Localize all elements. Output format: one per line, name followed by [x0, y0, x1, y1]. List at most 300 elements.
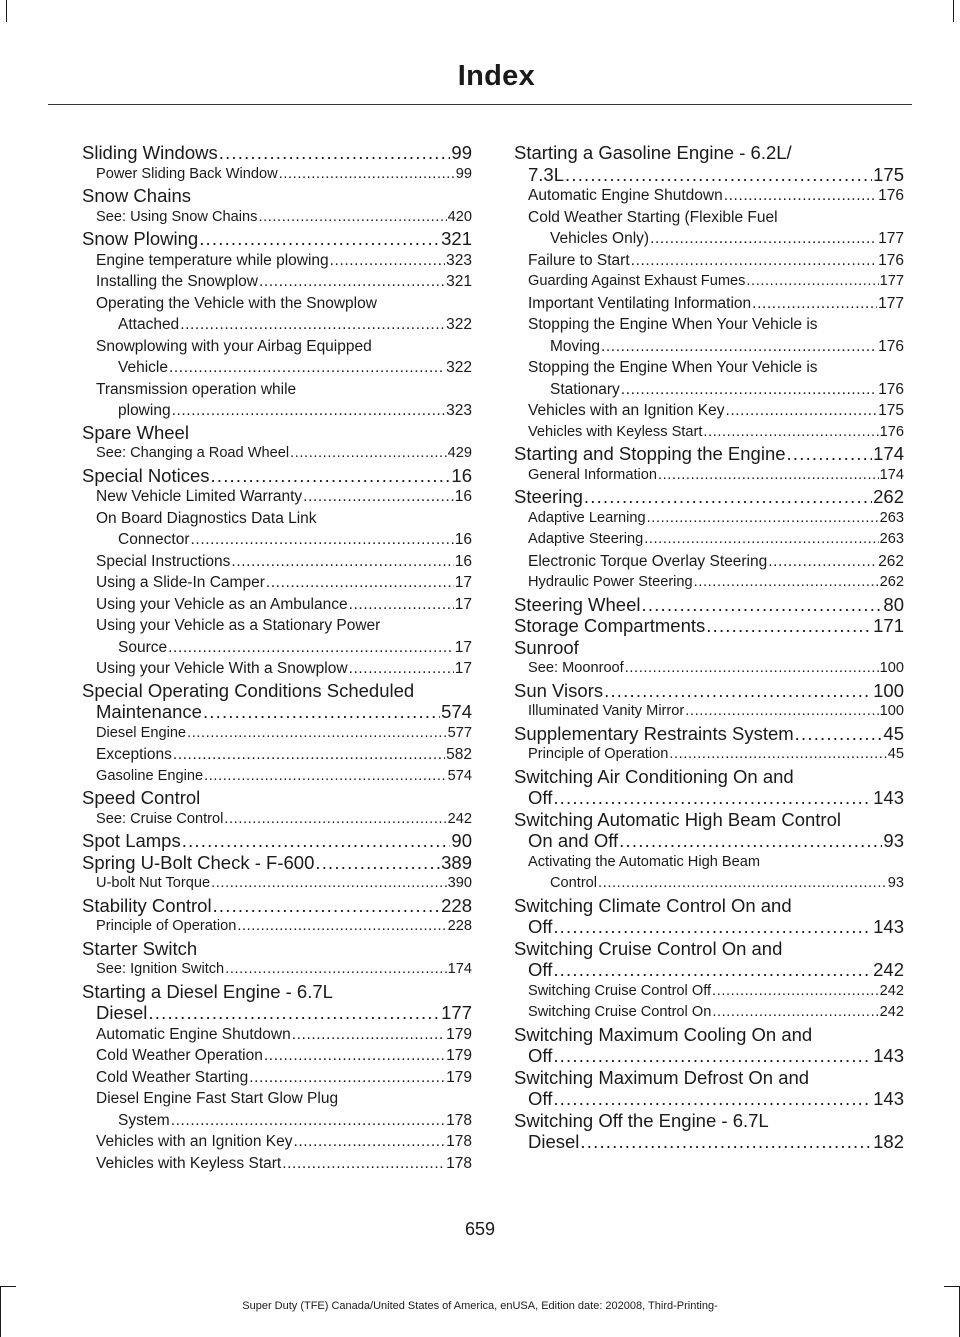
entry-text: Switching Cruise Control On and	[514, 937, 783, 959]
index-subentry	[514, 293, 904, 315]
entry-text: Cold Weather Starting (Flexible Fuel	[528, 208, 778, 226]
index-heading	[82, 465, 472, 487]
entry-text-continued: Diesel	[528, 1131, 580, 1152]
index-subentry	[82, 916, 472, 938]
dot-leader	[249, 1067, 445, 1089]
entry-page-number: 16	[454, 531, 472, 548]
entry-page-number: 228	[447, 918, 472, 934]
entry-page-number: 322	[446, 316, 472, 333]
dot-leader	[631, 250, 877, 272]
entry-page-number: 321	[441, 228, 472, 249]
index-subentry	[514, 572, 904, 594]
index-subentry	[514, 185, 904, 207]
index-heading	[82, 787, 472, 809]
dot-leader	[580, 1131, 872, 1153]
entry-page-number: 178	[446, 1133, 472, 1150]
entry-text: Snowplowing with your Airbag Equipped	[96, 337, 372, 355]
dot-leader	[349, 658, 454, 680]
index-subentry	[514, 551, 904, 573]
index-heading	[82, 422, 472, 444]
entry-page-number: 174	[447, 961, 472, 977]
entry-text: Switching Air Conditioning On and	[514, 765, 794, 787]
entry-page-number: 182	[873, 1131, 904, 1152]
entry-text: Illuminated Vanity Mirror	[528, 703, 685, 719]
entry-page-number: 177	[878, 294, 904, 312]
entry-text: Special Instructions	[96, 552, 231, 570]
entry-page-number: 90	[451, 830, 472, 851]
dot-leader	[725, 400, 877, 422]
dot-leader	[187, 723, 447, 745]
entry-page-number: 143	[873, 1045, 904, 1066]
index-subentry	[514, 271, 904, 293]
entry-text-continued: 7.3L	[528, 163, 565, 185]
page-number: 659	[464, 1219, 496, 1239]
entry-text: Failure to Start	[528, 251, 630, 269]
entry-text: Sliding Windows	[82, 142, 218, 163]
index-heading	[82, 228, 472, 250]
dot-leader	[203, 701, 440, 723]
entry-text: Storage Compartments	[514, 615, 706, 636]
entry-text-continued: Maintenance	[96, 701, 202, 722]
entry-page-number: 242	[879, 1004, 904, 1020]
entry-page-number: 574	[447, 767, 472, 784]
dot-leader	[768, 551, 877, 573]
entry-text: Using your Vehicle With a Snowplow	[96, 660, 348, 677]
entry-text: Supplementary Restraints System	[514, 722, 794, 744]
entry-text-continued: Attached	[118, 316, 180, 333]
entry-text: Spring U-Bolt Check - F-600	[82, 851, 315, 873]
index-subentry	[82, 379, 472, 422]
dot-leader	[219, 142, 451, 164]
dot-leader	[787, 443, 873, 465]
index-subentry	[82, 959, 472, 981]
index-column-right	[514, 142, 904, 1153]
dot-leader	[553, 1045, 872, 1067]
entry-text: Power Sliding Back Window	[96, 165, 278, 182]
entry-page-number: 322	[446, 359, 472, 376]
entry-text: See: Moonroof	[528, 660, 624, 676]
index-heading	[514, 1110, 904, 1153]
entry-page-number: 242	[447, 810, 472, 827]
entry-page-number: 143	[873, 916, 904, 937]
dot-leader	[703, 422, 878, 444]
index-subentry	[82, 250, 472, 272]
dot-leader	[303, 486, 454, 508]
entry-page-number: 177	[441, 1002, 472, 1023]
entry-text: New Vehicle Limited Warranty	[96, 488, 303, 505]
entry-text: Operating the Vehicle with the Snowplow	[96, 294, 377, 312]
dot-leader	[644, 529, 878, 551]
dot-leader	[199, 228, 440, 250]
dot-leader	[650, 228, 877, 250]
entry-text: Adaptive Steering	[528, 531, 644, 547]
entry-page-number: 179	[446, 1047, 472, 1064]
index-subentry	[82, 658, 472, 680]
dot-leader	[598, 873, 887, 895]
entry-text: Exceptions	[96, 746, 172, 763]
entry-page-number: 100	[879, 660, 904, 676]
entry-text: Principle of Operation	[96, 918, 237, 934]
dot-leader	[225, 959, 446, 981]
entry-page-number: 16	[454, 552, 472, 570]
index-heading	[82, 938, 472, 960]
entry-text: Vehicles with Keyless Start	[96, 1154, 282, 1172]
index-subentry	[82, 207, 472, 229]
entry-text: Stability Control	[82, 894, 212, 916]
dot-leader	[259, 271, 445, 293]
entry-page-number: 17	[454, 595, 472, 613]
dot-leader	[619, 830, 882, 852]
dot-leader	[211, 465, 451, 487]
entry-text-continued: Off	[528, 959, 553, 980]
dot-leader	[204, 766, 447, 788]
index-subentry	[82, 723, 472, 745]
index-subentry	[514, 465, 904, 487]
entry-page-number: 176	[878, 337, 904, 355]
index-heading	[82, 142, 472, 164]
footer-edition-text: Super Duty (TFE) Canada/United States of America, enUSA, Edition date: 202008, Third-Printing-	[242, 1300, 718, 1312]
dot-leader	[266, 572, 454, 594]
entry-text: Activating the Automatic High Beam	[528, 853, 760, 870]
index-subentry	[82, 551, 472, 573]
index-heading	[514, 142, 904, 185]
index-heading	[514, 637, 904, 659]
dot-leader	[237, 916, 446, 938]
index-subentry	[82, 1088, 472, 1131]
entry-text: Using your Vehicle as a Stationary Power	[96, 617, 381, 634]
entry-page-number: 174	[879, 466, 904, 483]
crop-mark-top-left	[6, 0, 7, 22]
entry-text: See: Using Snow Chains	[96, 208, 258, 225]
entry-page-number: 389	[441, 851, 472, 873]
entry-text-continued: Off	[528, 916, 553, 937]
dot-leader	[171, 1110, 445, 1132]
index-heading	[514, 1024, 904, 1067]
entry-text-continued: Source	[118, 638, 168, 656]
entry-page-number: 93	[887, 875, 904, 891]
dot-leader	[173, 744, 445, 766]
entry-page-number: 143	[873, 787, 904, 808]
entry-text: Using a Slide-In Camper	[96, 574, 265, 591]
entry-text: Vehicles with Keyless Start	[528, 423, 703, 440]
entry-page-number: 100	[879, 703, 904, 719]
crop-mark-bottom-left-h	[0, 1286, 16, 1287]
dot-leader	[641, 594, 882, 616]
entry-text: Guarding Against Exhaust Fumes	[528, 273, 746, 289]
entry-page-number: 228	[441, 894, 472, 916]
entry-text-continued: plowing	[118, 402, 171, 419]
dot-leader	[724, 185, 877, 207]
index-subentry	[82, 443, 472, 465]
entry-text: Switching Cruise Control Off	[528, 982, 712, 999]
entry-page-number: 429	[447, 445, 472, 461]
dot-leader	[694, 572, 879, 594]
dot-leader	[330, 250, 445, 272]
entry-page-number: 582	[446, 746, 472, 763]
entry-text: Switching Automatic High Beam Control	[514, 808, 841, 830]
index-subentry	[82, 293, 472, 336]
entry-text-continued: Vehicles Only)	[550, 230, 650, 247]
entry-page-number: 321	[446, 273, 472, 290]
entry-text-continued: System	[118, 1111, 170, 1129]
index-heading	[82, 981, 472, 1024]
entry-text: Installing the Snowplow	[96, 273, 258, 290]
entry-text: Starting a Gasoline Engine - 6.2L/	[514, 142, 792, 163]
index-subentry	[82, 164, 472, 186]
dot-leader	[601, 336, 877, 358]
index-subentry	[82, 766, 472, 788]
dot-leader	[625, 658, 879, 680]
entry-text: Starting and Stopping the Engine	[514, 443, 786, 464]
entry-page-number: 262	[878, 552, 904, 570]
index-subentry	[514, 744, 904, 766]
dot-leader	[669, 744, 886, 766]
index-subentry	[514, 529, 904, 551]
dot-leader	[553, 959, 872, 981]
entry-text: U-bolt Nut Torque	[96, 875, 211, 891]
index-subentry	[82, 1131, 472, 1153]
dot-leader	[231, 551, 453, 573]
entry-text: Gasoline Engine	[96, 767, 204, 784]
entry-page-number: 175	[878, 402, 904, 419]
entry-page-number: 45	[883, 722, 904, 744]
dot-leader	[752, 293, 877, 315]
entry-page-number: 179	[446, 1025, 472, 1043]
dot-leader	[584, 486, 872, 508]
index-subentry	[514, 658, 904, 680]
entry-text: Snow Chains	[82, 185, 192, 206]
entry-page-number: 263	[879, 509, 904, 526]
index-heading	[514, 809, 904, 852]
index-subentry	[82, 508, 472, 551]
entry-text: See: Ignition Switch	[96, 961, 225, 977]
crop-mark-bottom-right-h	[944, 1286, 960, 1287]
dot-leader	[795, 723, 883, 745]
entry-text: Using your Vehicle as an Ambulance	[96, 595, 348, 613]
dot-leader	[290, 443, 447, 465]
dot-leader	[191, 529, 454, 551]
header-divider	[48, 104, 912, 105]
entry-text-continued: Moving	[550, 337, 600, 355]
index-subentry	[82, 271, 472, 293]
crop-mark-top-right	[953, 0, 954, 22]
entry-text: Cold Weather Operation	[96, 1047, 263, 1064]
index-subentry	[514, 508, 904, 530]
index-subentry	[82, 615, 472, 658]
entry-text-continued: Connector	[118, 531, 190, 548]
index-heading	[514, 486, 904, 508]
entry-text: Automatic Engine Shutdown	[528, 187, 723, 204]
entry-text-continued: Diesel	[96, 1002, 148, 1023]
entry-text: Important Ventilating Information	[528, 294, 752, 312]
index-subentry	[514, 314, 904, 357]
dot-leader	[604, 680, 872, 702]
entry-page-number: 176	[878, 380, 904, 398]
dot-leader	[746, 271, 878, 293]
entry-text-continued: On and Off	[528, 830, 619, 851]
entry-text: Switching Off the Engine - 6.7L	[514, 1109, 769, 1131]
index-subentry	[82, 572, 472, 594]
entry-page-number: 80	[883, 593, 904, 615]
index-subentry	[82, 486, 472, 508]
dot-leader	[172, 400, 446, 422]
index-subentry	[514, 250, 904, 272]
dot-leader	[553, 916, 872, 938]
dot-leader	[712, 1002, 878, 1024]
index-heading	[514, 766, 904, 809]
entry-page-number: 178	[446, 1111, 472, 1129]
entry-page-number: 323	[446, 251, 472, 269]
entry-page-number: 178	[446, 1154, 472, 1172]
entry-page-number: 574	[441, 701, 472, 722]
index-heading	[82, 895, 472, 917]
index-subentry	[82, 1153, 472, 1175]
index-subentry	[82, 1024, 472, 1046]
entry-text: Vehicles with an Ignition Key	[528, 402, 725, 419]
index-heading	[514, 895, 904, 938]
dot-leader	[293, 1131, 445, 1153]
dot-leader	[292, 1024, 445, 1046]
entry-text: Cold Weather Starting	[96, 1068, 249, 1086]
index-subentry	[514, 422, 904, 444]
entry-page-number: 175	[873, 163, 904, 185]
entry-text-continued: Stationary	[550, 380, 620, 398]
index-subentry	[514, 701, 904, 723]
entry-text: Special Notices	[82, 464, 210, 486]
entry-page-number: 16	[454, 488, 472, 505]
entry-text: Adaptive Learning	[528, 509, 646, 526]
dot-leader	[621, 379, 877, 401]
entry-text: Speed Control	[82, 787, 201, 808]
entry-text-continued: Off	[528, 787, 553, 808]
entry-page-number: 93	[883, 830, 904, 851]
dot-leader	[213, 895, 441, 917]
entry-page-number: 323	[446, 402, 472, 419]
index-subentry	[514, 1002, 904, 1024]
index-heading	[514, 938, 904, 981]
entry-text: Switching Climate Control On and	[514, 894, 792, 916]
index-subentry	[514, 981, 904, 1003]
entry-page-number: 174	[873, 443, 904, 464]
dot-leader	[685, 701, 878, 723]
entry-text: Vehicles with an Ignition Key	[96, 1133, 293, 1150]
index-subentry	[82, 1045, 472, 1067]
entry-page-number: 176	[878, 251, 904, 269]
entry-text: Special Operating Conditions Scheduled	[82, 679, 415, 701]
index-heading	[82, 185, 472, 207]
index-heading	[514, 723, 904, 745]
entry-text: Hydraulic Power Steering	[528, 574, 693, 590]
index-heading	[82, 680, 472, 723]
entry-text: See: Changing a Road Wheel	[96, 445, 290, 461]
dot-leader	[211, 873, 447, 895]
entry-text: See: Cruise Control	[96, 810, 224, 827]
entry-text: Electronic Torque Overlay Steering	[528, 552, 768, 570]
index-subentry	[82, 744, 472, 766]
entry-text-continued: Control	[550, 875, 598, 891]
entry-page-number: 17	[454, 638, 472, 656]
entry-text: Diesel Engine	[96, 724, 187, 741]
entry-page-number: 176	[879, 423, 904, 440]
index-heading	[82, 852, 472, 874]
dot-leader	[647, 508, 879, 530]
entry-text: Snow Plowing	[82, 228, 199, 249]
index-subentry	[82, 594, 472, 616]
entry-text: Switching Cruise Control On	[528, 1004, 712, 1020]
entry-text: Starting a Diesel Engine - 6.7L	[82, 980, 333, 1002]
entry-page-number: 577	[447, 724, 472, 741]
entry-page-number: 177	[878, 230, 904, 247]
index-subentry	[82, 809, 472, 831]
entry-page-number: 17	[454, 660, 472, 677]
entry-text: Spot Lamps	[82, 830, 181, 851]
entry-text: Principle of Operation	[528, 746, 669, 762]
entry-page-number: 45	[887, 746, 904, 762]
dot-leader	[553, 1088, 872, 1110]
index-subentry	[82, 873, 472, 895]
dot-leader	[148, 1002, 440, 1024]
entry-page-number: 100	[873, 679, 904, 701]
entry-page-number: 171	[873, 615, 904, 636]
entry-text: Stopping the Engine When Your Vehicle is	[528, 359, 818, 376]
dot-leader	[282, 1153, 445, 1175]
dot-leader	[349, 594, 454, 616]
entry-page-number: 242	[873, 959, 904, 980]
entry-page-number: 16	[451, 464, 472, 486]
entry-page-number: 262	[879, 574, 904, 590]
dot-leader	[258, 207, 446, 229]
dot-leader	[180, 314, 445, 336]
entry-text: General Information	[528, 466, 657, 483]
entry-text: Steering	[514, 486, 583, 507]
entry-text-continued: Off	[528, 1088, 553, 1109]
entry-text: Sun Visors	[514, 679, 604, 701]
dot-leader	[315, 852, 440, 874]
entry-text-continued: Off	[528, 1045, 553, 1066]
index-subentry	[514, 400, 904, 422]
entry-text: Sunroof	[514, 636, 579, 658]
index-heading	[514, 1067, 904, 1110]
entry-page-number: 99	[451, 142, 472, 163]
page-title: Index	[457, 60, 535, 92]
entry-page-number: 263	[879, 531, 904, 547]
entry-text: Steering Wheel	[514, 593, 641, 615]
index-heading	[514, 680, 904, 702]
index-subentry	[514, 357, 904, 400]
dot-leader	[712, 981, 879, 1003]
entry-page-number: 17	[454, 574, 472, 591]
index-subentry	[514, 852, 904, 895]
entry-text: Spare Wheel	[82, 421, 189, 443]
entry-text: Automatic Engine Shutdown	[96, 1025, 291, 1043]
index-subentry	[514, 207, 904, 250]
entry-page-number: 179	[446, 1068, 472, 1086]
entry-text: Transmission operation while	[96, 380, 297, 398]
entry-page-number: 242	[879, 982, 904, 999]
index-heading	[514, 594, 904, 616]
index-subentry	[82, 336, 472, 379]
entry-text: On Board Diagnostics Data Link	[96, 509, 317, 527]
entry-page-number: 99	[455, 165, 472, 182]
entry-text: Stopping the Engine When Your Vehicle is	[528, 316, 818, 333]
entry-text-continued: Vehicle	[118, 359, 168, 376]
dot-leader	[279, 164, 455, 186]
entry-text: Diesel Engine Fast Start Glow Plug	[96, 1090, 339, 1107]
index-heading	[514, 443, 904, 465]
index-subentry	[82, 1067, 472, 1089]
entry-text: Switching Maximum Defrost On and	[514, 1066, 810, 1088]
entry-text: Starter Switch	[82, 937, 198, 959]
